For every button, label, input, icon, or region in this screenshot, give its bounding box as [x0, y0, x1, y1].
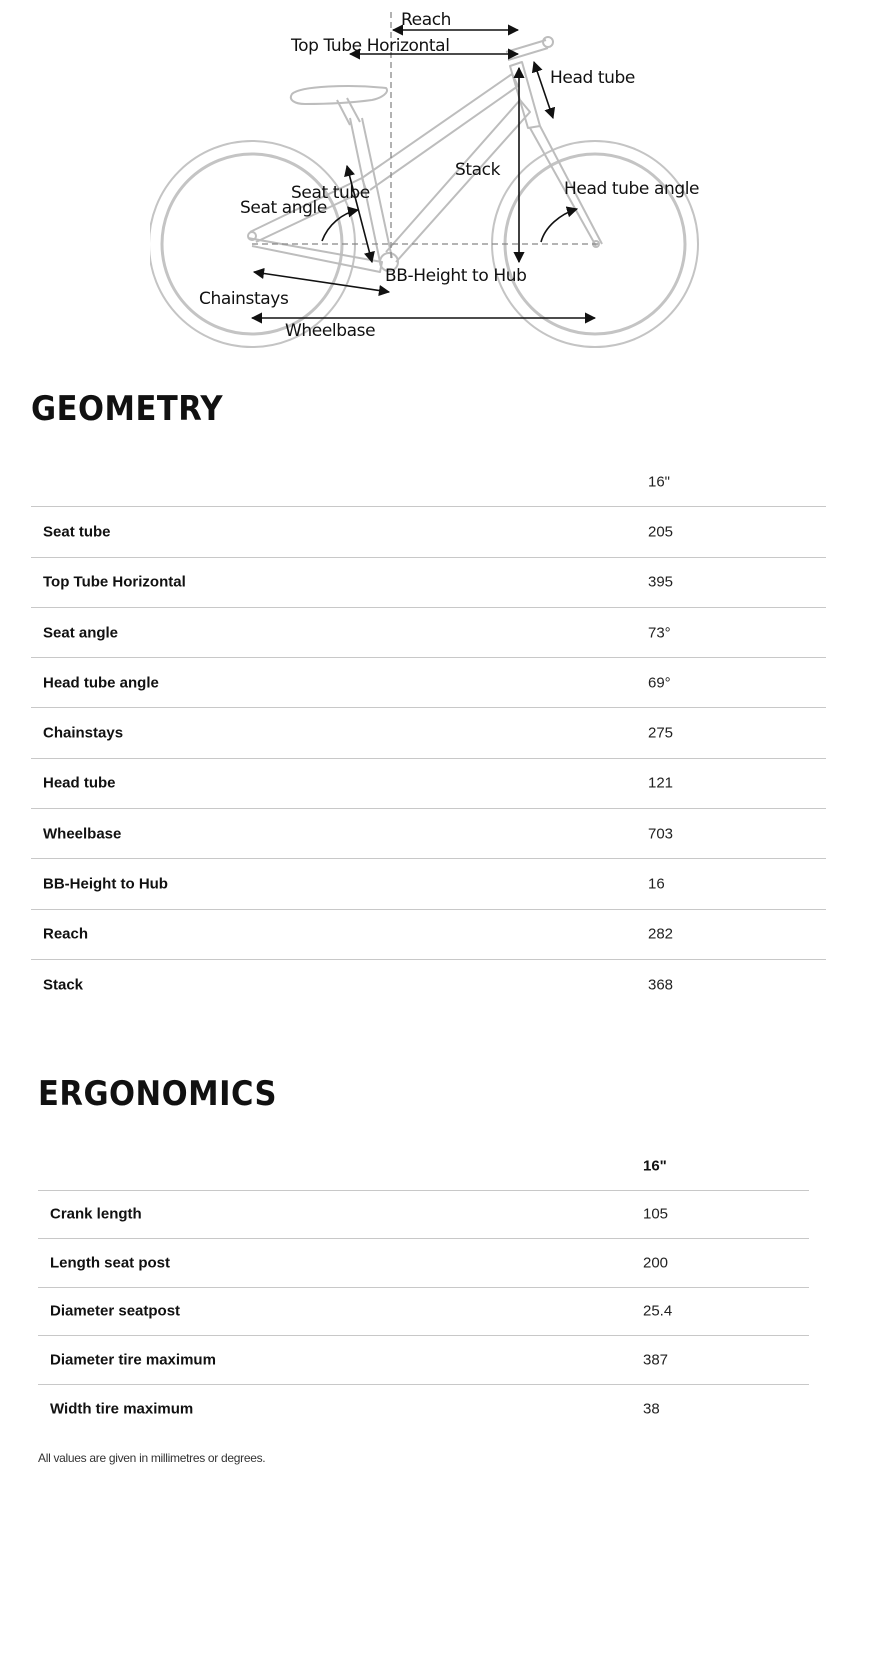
row-label: Chainstays [43, 724, 124, 742]
row-label: Crank length [50, 1205, 142, 1223]
table-row [31, 558, 826, 608]
table-header-row [38, 1142, 809, 1191]
row-label: Reach [43, 925, 89, 943]
label-head-tube: Head tube [550, 68, 635, 88]
geometry-table [31, 457, 826, 1010]
table-row [31, 658, 826, 708]
table-row [31, 708, 826, 758]
row-value: 105 [643, 1205, 669, 1223]
table-row [31, 859, 826, 909]
row-label: Stack [43, 976, 84, 994]
ergonomics-title: ERGONOMICS [38, 1074, 278, 1114]
row-value: 25.4 [643, 1302, 673, 1320]
row-value: 275 [648, 724, 674, 742]
row-value: 703 [648, 825, 674, 843]
table-row [38, 1239, 809, 1288]
row-label: Width tire maximum [50, 1400, 194, 1418]
label-bb-height-to-hub: BB-Height to Hub [385, 266, 527, 286]
geometry-title: GEOMETRY [31, 389, 224, 429]
row-label: BB-Height to Hub [43, 875, 168, 893]
table-row [31, 507, 826, 557]
table-row [31, 960, 826, 1010]
table-header-row [31, 457, 826, 507]
label-seat-angle: Seat angle [240, 198, 327, 218]
label-stack: Stack [455, 160, 501, 180]
row-value: 16 [648, 875, 665, 893]
table-row [31, 759, 826, 809]
size-column-header: 16" [648, 473, 671, 491]
label-reach: Reach [401, 10, 452, 30]
row-value: 205 [648, 523, 674, 541]
row-label: Diameter seatpost [50, 1302, 181, 1320]
row-value: 282 [648, 925, 674, 943]
label-chainstays: Chainstays [199, 289, 289, 309]
table-row [31, 910, 826, 960]
row-value: 73° [648, 624, 671, 642]
table-row [38, 1336, 809, 1385]
table-row [31, 608, 826, 658]
row-value: 395 [648, 573, 674, 591]
row-label: Wheelbase [43, 825, 122, 843]
row-value: 387 [643, 1351, 669, 1369]
head-tube-angle-arrow [541, 209, 577, 242]
row-label: Seat angle [43, 624, 119, 642]
table-row [38, 1288, 809, 1337]
row-label: Length seat post [50, 1254, 171, 1272]
row-value: 69° [648, 674, 671, 692]
row-label: Head tube angle [43, 674, 159, 692]
table-row [38, 1191, 809, 1240]
ergonomics-table [38, 1142, 809, 1433]
row-label: Top Tube Horizontal [43, 573, 186, 591]
row-value: 38 [643, 1400, 660, 1418]
row-label: Diameter tire maximum [50, 1351, 216, 1369]
label-seat-tube: Seat tube [291, 183, 370, 203]
row-label: Head tube [43, 774, 116, 792]
row-value: 200 [643, 1254, 669, 1272]
size-column-header: 16" [643, 1157, 667, 1175]
label-wheelbase: Wheelbase [285, 321, 376, 341]
units-footnote: All values are given in millimetres or degrees. [38, 1451, 266, 1465]
row-value: 121 [648, 774, 674, 792]
row-label: Seat tube [43, 523, 111, 541]
row-value: 368 [648, 976, 674, 994]
table-row [38, 1385, 809, 1434]
label-head-tube-angle: Head tube angle [564, 179, 700, 199]
label-top-tube-horizontal: Top Tube Horizontal [291, 36, 450, 56]
table-row [31, 809, 826, 859]
bike-geometry-diagram [150, 0, 710, 370]
